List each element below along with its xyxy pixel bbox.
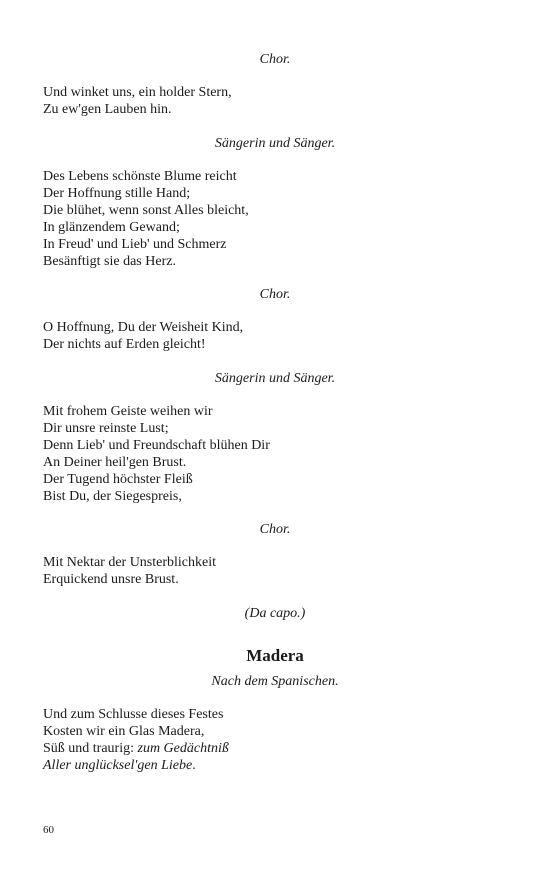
heading-chor: Chor. bbox=[259, 522, 291, 537]
poem-title: Madera bbox=[246, 646, 304, 665]
page-number: 60 bbox=[43, 824, 54, 836]
stanza-4 bbox=[43, 403, 513, 505]
stanza-2 bbox=[43, 168, 513, 270]
stanza-5 bbox=[43, 554, 513, 588]
verse-line: Der Hoffnung stille Hand; bbox=[43, 186, 191, 201]
verse-text-italic: zum Gedächtniß bbox=[137, 741, 229, 756]
verse-line: Kosten wir ein Glas Madera, bbox=[43, 724, 205, 739]
verse-line: Der nichts auf Erden gleicht! bbox=[43, 337, 206, 352]
verse-line: Die blühet, wenn sonst Alles bleicht, bbox=[43, 203, 249, 218]
verse-line: Zu ew'gen Lauben hin. bbox=[43, 102, 172, 117]
verse-line: In Freud' und Lieb' und Schmerz bbox=[43, 237, 227, 252]
verse-text: . bbox=[192, 758, 196, 773]
verse-line: Mit frohem Geiste weihen wir bbox=[43, 404, 213, 419]
verse-line bbox=[43, 757, 513, 774]
verse-line: Erquickend unsre Brust. bbox=[43, 572, 179, 587]
heading-chor: Chor. bbox=[259, 52, 291, 67]
verse-line: Und zum Schlusse dieses Festes bbox=[43, 707, 224, 722]
verse-text: Süß und traurig: bbox=[43, 741, 138, 756]
verse-line: Dir unsre reinste Lust; bbox=[43, 421, 169, 436]
heading-saengerin-und-saenger: Sängerin und Sänger. bbox=[214, 371, 336, 386]
verse-line: Besänftigt sie das Herz. bbox=[43, 254, 176, 269]
heading-saengerin-und-saenger: Sängerin und Sänger. bbox=[214, 136, 336, 151]
verse-line: In glänzendem Gewand; bbox=[43, 220, 180, 235]
verse-text-italic: Aller unglücksel'gen Liebe bbox=[43, 758, 193, 773]
verse-line: An Deiner heil'gen Brust. bbox=[43, 455, 187, 470]
verse-line: Bist Du, der Siegespreis, bbox=[43, 489, 182, 504]
stanza-1 bbox=[43, 84, 513, 118]
verse-line: O Hoffnung, Du der Weisheit Kind, bbox=[43, 320, 244, 335]
da-capo-note: (Da capo.) bbox=[244, 606, 306, 621]
verse-line: Denn Lieb' und Freundschaft blühen Dir bbox=[43, 438, 270, 453]
verse-line: Des Lebens schönste Blume reicht bbox=[43, 169, 237, 184]
poem-subtitle: Nach dem Spanischen. bbox=[211, 674, 339, 689]
verse-line: Und winket uns, ein holder Stern, bbox=[43, 85, 232, 100]
stanza-3 bbox=[43, 319, 513, 353]
stanza-madera bbox=[43, 706, 513, 774]
verse-line bbox=[43, 740, 513, 757]
verse-line: Der Tugend höchster Fleiß bbox=[43, 472, 193, 487]
verse-line: Mit Nektar der Unsterblichkeit bbox=[43, 555, 217, 570]
heading-chor: Chor. bbox=[259, 287, 291, 302]
